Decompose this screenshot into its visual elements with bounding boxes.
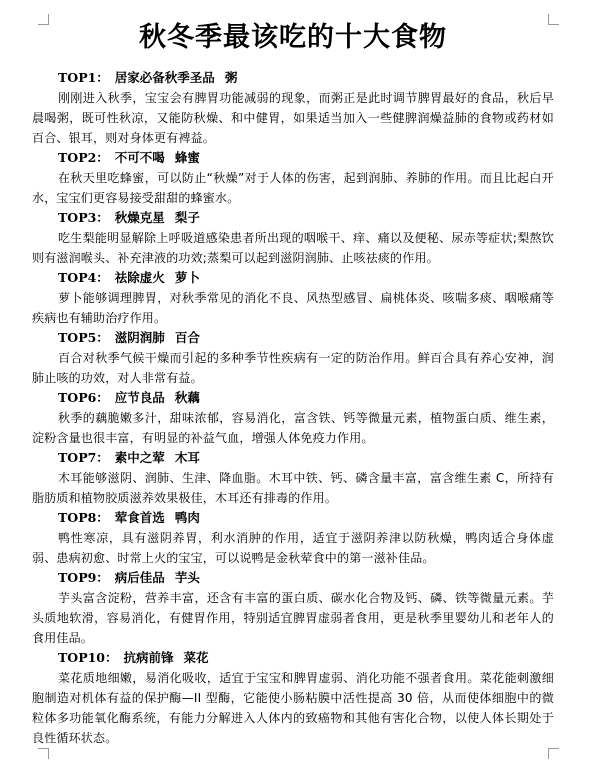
food-description: 鸭性寒凉，具有滋阴养胃，利水消肿的作用，适宜于滋阴养津以防秋燥，鸭肉适合身体虚弱、患病初愈、时常上火的宝宝，可以说鸭是金秋荤食中的第一滋补佳品。 — [32, 531, 554, 565]
food-description: 刚刚进入秋季，宝宝会有脾胃功能减弱的现象，而粥正是此时调节脾胃最好的食品，秋后早晨喝粥，既可性秋凉，又能防秋燥、和中健胃，如果适当加入一些健脾润燥益肺的食物或药材如百合、银耳，则对身体更有裨益。 — [32, 91, 554, 145]
food-item — [32, 508, 554, 568]
food-heading — [32, 508, 554, 528]
food-heading — [32, 568, 554, 588]
food-name: 菜花 — [183, 650, 209, 665]
food-heading — [32, 328, 554, 348]
food-item — [32, 268, 554, 328]
food-heading — [32, 448, 554, 468]
tagline: 秋燥克星 — [114, 210, 165, 225]
food-name: 百合 — [174, 330, 200, 345]
food-heading — [32, 208, 554, 228]
food-item — [32, 648, 554, 748]
food-name: 蜂蜜 — [174, 150, 200, 165]
crop-mark-bottom-right — [548, 748, 559, 759]
food-item — [32, 68, 554, 148]
tagline: 滋阴润肺 — [114, 330, 165, 345]
rank-label: TOP9： — [58, 570, 109, 585]
food-description: 在秋天里吃蜂蜜，可以防止“秋燥”对于人体的伤害，起到润肺、养肺的作用。而且比起白开水，宝宝们更容易接受甜甜的蜂蜜水。 — [32, 171, 554, 205]
rank-label: TOP7： — [58, 450, 109, 465]
food-description: 菜花质地细嫩，易消化吸收，适宜于宝宝和脾胃虚弱、消化功能不强者食用。菜花能刺激细胞制造对机体有益的保护酶—II 型酶，它能使小肠粘膜中活性提高 30 倍，从而使体细胞中的微粒体多功能氧化酶系统，有能力分解进入人体内的致癌物和其他有害化合物，以使人体长期处于良性循环状态。 — [32, 671, 554, 745]
rank-label: TOP10： — [58, 650, 118, 665]
document-page — [32, 18, 554, 748]
tagline: 抗病前锋 — [123, 650, 174, 665]
rank-label: TOP3： — [58, 210, 109, 225]
rank-label: TOP2： — [58, 150, 109, 165]
food-description: 秋季的藕脆嫩多汁，甜味浓郁，容易消化，富含铁、钙等微量元素，植物蛋白质、维生素，淀粉含量也很丰富，有明显的补益气血，增强人体免疫力作用。 — [32, 411, 554, 445]
food-item — [32, 388, 554, 448]
tagline: 不可不喝 — [114, 150, 165, 165]
food-heading — [32, 148, 554, 168]
tagline: 荤食首选 — [114, 510, 165, 525]
food-item — [32, 448, 554, 508]
food-name: 木耳 — [174, 450, 200, 465]
food-heading — [32, 388, 554, 408]
food-name: 萝卜 — [174, 270, 200, 285]
food-item — [32, 568, 554, 648]
food-description: 吃生梨能明显解除上呼吸道感染患者所出现的咽喉干、痒、痛以及便秘、尿赤等症状;梨熬饮则有滋润喉头、补充津液的功效;蒸梨可以起到滋阴润肺、止咳祛痰的作用。 — [32, 231, 554, 265]
food-name: 梨子 — [174, 210, 200, 225]
food-item — [32, 148, 554, 208]
rank-label: TOP8： — [58, 510, 109, 525]
rank-label: TOP6： — [58, 390, 109, 405]
rank-label: TOP1： — [58, 70, 109, 85]
food-name: 粥 — [224, 70, 238, 85]
food-name: 芋头 — [174, 570, 200, 585]
food-heading — [32, 648, 554, 668]
rank-label: TOP5： — [58, 330, 109, 345]
food-item — [32, 208, 554, 268]
food-heading — [32, 268, 554, 288]
tagline: 居家必备秋季圣品 — [114, 70, 215, 85]
tagline: 素中之荤 — [114, 450, 165, 465]
food-description: 芋头富含淀粉，营养丰富，还含有丰富的蛋白质、碳水化合物及钙、磷、铁等微量元素。芋头质地软滑，容易消化，有健胃作用，特别适宜脾胃虚弱者食用，更是秋季里婴幼儿和老年人的食用佳品。 — [32, 591, 554, 645]
document-title: 秋冬季最该吃的十大食物 — [139, 22, 447, 53]
tagline: 祛除虚火 — [114, 270, 165, 285]
food-name: 秋藕 — [174, 390, 200, 405]
rank-label: TOP4： — [58, 270, 109, 285]
crop-mark-bottom-left — [38, 748, 49, 759]
food-list — [32, 68, 554, 748]
food-name: 鸭肉 — [174, 510, 200, 525]
food-description: 百合对秋季气候干燥而引起的多种季节性疾病有一定的防治作用。鲜百合具有养心安神，润肺止咳的功效，对人非常有益。 — [32, 351, 554, 385]
tagline: 应节良品 — [114, 390, 165, 405]
food-description: 木耳能够滋阴、润肺、生津、降血脂。木耳中铁、钙、磷含量丰富，富含维生素 C，所持有脂肪质和植物胶质滋养效果极佳，木耳还有排毒的作用。 — [32, 471, 554, 505]
tagline: 病后佳品 — [114, 570, 165, 585]
food-heading — [32, 68, 554, 88]
food-description: 萝卜能够调理脾胃，对秋季常见的消化不良、风热型感冒、扁桃体炎、咳喘多痰、咽喉痛等疾病也有辅助治疗作用。 — [32, 291, 554, 325]
food-item — [32, 328, 554, 388]
